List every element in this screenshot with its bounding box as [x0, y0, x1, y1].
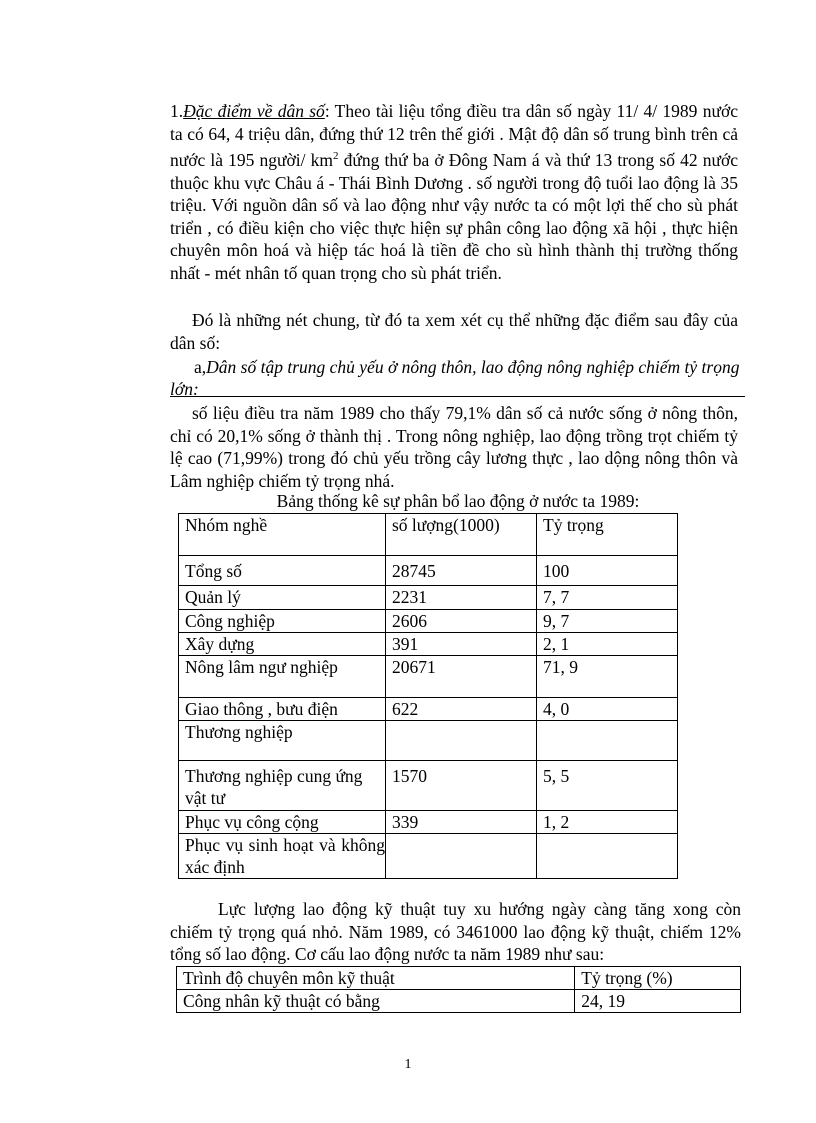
paragraph-3: số liệu điều tra năm 1989 cho thấy 79,1% dân số cả nước sống ở nông thôn, chỉ có 20,1% sống ở thành thị . Trong nông nghiệp, lao động trồng trọt chiếm tỷ lệ cao (71,99%) trong đó chủ yếu trồng cây lương thực , lao dộng nông thôn và Lâm nghiệp chiếm tỷ trọng nhá.	[170, 403, 738, 491]
table-cell: Quản lý	[179, 586, 386, 610]
header-cell: Tỷ trọng	[537, 514, 678, 556]
table-cell	[537, 834, 678, 879]
section-1-number: 1.	[170, 101, 184, 121]
table-cell: 2, 1	[537, 633, 678, 656]
table-cell: Giao thông , bưu điện	[179, 698, 386, 721]
table-cell: 1570	[386, 761, 537, 811]
table-row	[177, 990, 741, 1013]
table-cell: 622	[386, 698, 537, 721]
table-cell: 20671	[386, 656, 537, 698]
table-row	[179, 811, 678, 834]
table-cell: 391	[386, 633, 537, 656]
table-cell: Phục vụ sinh hoạt và không xác định	[179, 834, 386, 879]
table-cell: Công nghiệp	[179, 610, 386, 633]
labor-distribution-table	[178, 513, 678, 879]
subsection-a	[170, 356, 745, 397]
table-cell: Thương nghiệp	[179, 721, 386, 761]
table-row	[179, 556, 678, 586]
header-cell: Nhóm nghề	[179, 514, 386, 556]
table-cell: 5, 5	[537, 761, 678, 811]
section-1-text-cont: đứng thứ ba ở Đông Nam á và thứ 13 trong số 42 nước thuộc khu vực Châu á - Thái Bình Dương . số người trong độ tuổi lao động là 35 triệu. Với nguồn dân số và lao động như vậy nước ta có một lợi thế cho sù phát triển , có điều kiện cho việc thực hiện sự phân công lao động xã hội , thực hiện chuyên môn hoá và hiệp tác hoá là tiền đề cho sù hình thành thị trường thống nhất - mét nhân tố quan trọng cho sù phát triển.	[170, 150, 738, 283]
subsection-heading: Dân số tập trung chủ yếu ở nông thôn, lao động nông nghiệp chiếm tỷ trọng lớn:	[170, 357, 740, 399]
table-cell	[537, 721, 678, 761]
section-1-paragraph	[170, 100, 738, 285]
section-1-heading: Đặc điểm về dân số	[183, 101, 325, 121]
table-row	[179, 633, 678, 656]
table-cell: Nông lâm ngư nghiệp	[179, 656, 386, 698]
table-cell: 9, 7	[537, 610, 678, 633]
table-cell: 4, 0	[537, 698, 678, 721]
table-cell: Tổng số	[179, 556, 386, 586]
header-cell: Tỷ trọng (%)	[575, 967, 741, 990]
table-cell: 7, 7	[537, 586, 678, 610]
page-number: 1	[404, 1057, 412, 1072]
table-row	[179, 834, 678, 879]
table-cell: Xây dựng	[179, 633, 386, 656]
table-row	[179, 761, 678, 811]
table-row	[179, 586, 678, 610]
table-cell: 1, 2	[537, 811, 678, 834]
subsection-prefix: a,	[194, 357, 207, 377]
table-header-row	[177, 967, 741, 990]
header-cell: Trình độ chuyên môn kỹ thuật	[177, 967, 575, 990]
table-cell: 28745	[386, 556, 537, 586]
technical-labor-table	[176, 966, 741, 1013]
section-1-text: : Theo tài liệu tổng điều tra dân số ngày 11/ 4/ 1989 nước ta có 64, 4 triệu dân, đứng thứ 12 trên thế giới . Mật độ dân số trung bình trên cả nước là 195 người/ km	[170, 101, 738, 171]
table-header-row	[179, 514, 678, 556]
table-cell: Thương nghiệp cung ứng vật tư	[179, 761, 386, 811]
table-cell: 2231	[386, 586, 537, 610]
table-cell: 100	[537, 556, 678, 586]
table-row	[179, 610, 678, 633]
table-row	[179, 698, 678, 721]
superscript: 2	[333, 150, 339, 163]
table-cell	[386, 721, 537, 761]
table-cell: 71, 9	[537, 656, 678, 698]
table-cell: 24, 19	[575, 990, 741, 1013]
table-row	[179, 656, 678, 698]
table-cell: 339	[386, 811, 537, 834]
table-row	[179, 721, 678, 761]
table-cell	[386, 834, 537, 879]
table-cell: Phục vụ công cộng	[179, 811, 386, 834]
paragraph-2: Đó là những nét chung, từ đó ta xem xét cụ thể những đặc điểm sau đây của dân số:	[170, 310, 738, 353]
header-cell: số lượng(1000)	[386, 514, 537, 556]
paragraph-4: Lực lượng lao động kỹ thuật tuy xu hướng ngày càng tăng xong còn chiếm tỷ trọng quá nhỏ. Năm 1989, có 3461000 lao động kỹ thuật, chiếm 12% tổng số lao động. Cơ cấu lao động nước ta năm 1989 như sau:	[170, 899, 741, 965]
table-cell: 2606	[386, 610, 537, 633]
table-1-caption: Bảng thống kê sự phân bổ lao động ở nước ta 1989:	[276, 491, 640, 511]
table-cell: Công nhân kỹ thuật có bằng	[177, 990, 575, 1013]
